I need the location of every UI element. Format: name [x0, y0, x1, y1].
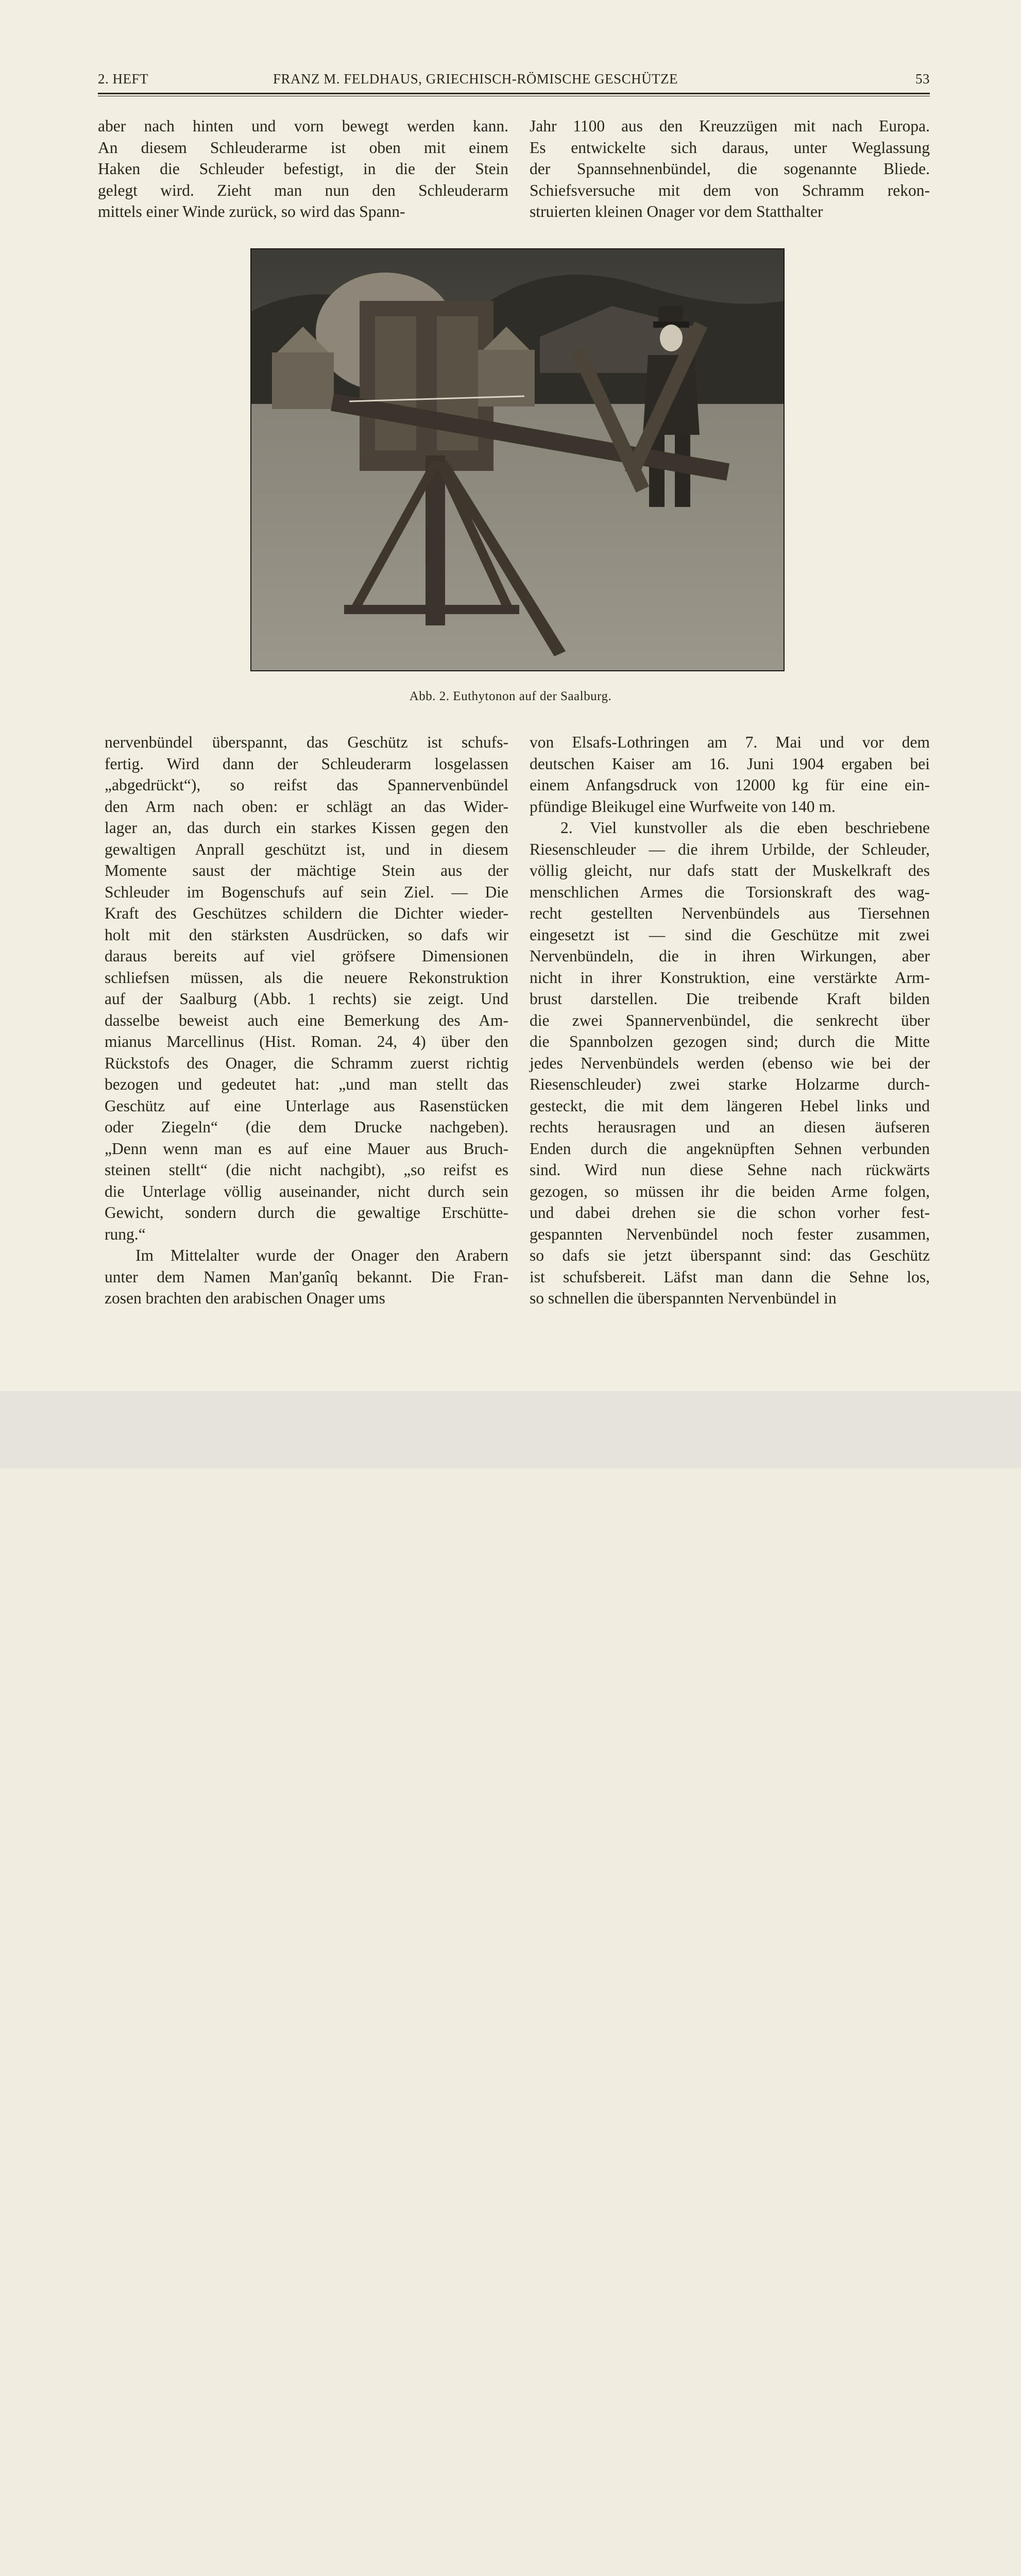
- text-line: Gewicht, sondern durch die gewaltige Erschütte-: [105, 1204, 508, 1222]
- page-number: 53: [915, 71, 930, 87]
- text-column-bottom-right: [530, 732, 930, 1309]
- text-line: von Elsafs-Lothringen am 7. Mai und vor dem: [530, 733, 930, 751]
- text-line: oder Ziegeln“ (die dem Drucke nachgeben).: [105, 1118, 508, 1136]
- text-line: aber nach hinten und vorn bewegt werden kann.: [98, 117, 508, 135]
- text-line: Kraft des Geschützes schildern die Dichter wieder-: [105, 904, 508, 922]
- text-line: struierten kleinen Onager vor dem Statthalter: [530, 202, 823, 221]
- text-line: so dafs sie jetzt überspannt sind: das Geschütz: [530, 1246, 930, 1264]
- text-line: gezogen, so müssen ihr die beiden Arme folgen,: [530, 1182, 930, 1200]
- text-line: Es entwickelte sich daraus, unter Weglassung: [530, 138, 930, 157]
- text-line: 2. Viel kunstvoller als die eben beschriebene: [560, 819, 930, 837]
- text-line: bezogen und gedeutet hat: „und man stellt das: [105, 1075, 508, 1093]
- text-line: Im Mittelalter wurde der Onager den Arabern: [135, 1246, 508, 1264]
- issue-label: 2. HEFT: [98, 71, 148, 87]
- text-line: daraus bereits auf viel gröfsere Dimensionen: [105, 947, 508, 965]
- text-line: Schleuder im Bogenschufs auf sein Ziel. — Die: [105, 883, 508, 901]
- text-line: steinen stellt“ (die nicht nachgibt), „so reifst es: [105, 1161, 508, 1179]
- text-line: brust darstellen. Die treibende Kraft bilden: [530, 990, 930, 1008]
- text-line: fertig. Wird dann der Schleuderarm losgelassen: [105, 754, 508, 773]
- text-line: eingesetzt ist — sind die Geschütze mit zwei: [530, 925, 930, 944]
- text-line: Haken die Schleuder befestigt, in die der Stein: [98, 160, 508, 178]
- text-line: gesteckt, die mit dem längeren Hebel links und: [530, 1096, 930, 1115]
- text-line: so schnellen die überspannten Nervenbündel in: [530, 1289, 837, 1307]
- text-line: die Spannbolzen gezogen sind; durch die Mitte: [530, 1032, 930, 1050]
- text-line: rechts herausragen und an diesen äufseren: [530, 1118, 930, 1136]
- text-line: gelegt wird. Zieht man nun den Schleuderarm: [98, 181, 508, 199]
- text-line: mittels einer Winde zurück, so wird das Spann-: [98, 202, 405, 221]
- text-line: auf der Saalburg (Abb. 1 rechts) sie zeigt. Und: [105, 990, 508, 1008]
- text-line: Riesenschleuder) zwei starke Holzarme durch-: [530, 1075, 930, 1093]
- text-column-bottom-left: [105, 732, 508, 1309]
- text-line: holt mit den stärksten Ausdrücken, so dafs wir: [105, 925, 508, 944]
- text-line: gespannten Nervenbündel noch fester zusammen,: [530, 1225, 930, 1243]
- text-line: An diesem Schleuderarme ist oben mit einem: [98, 138, 508, 157]
- running-header: [98, 71, 930, 92]
- text-line: Momente saust der mächtige Stein aus der: [105, 861, 508, 879]
- text-line: zosen brachten den arabischen Onager ums: [105, 1289, 385, 1307]
- text-line: dasselbe beweist auch eine Bemerkung des Am-: [105, 1011, 508, 1029]
- text-line: Riesenschleuder — die ihrem Urbilde, der Schleuder,: [530, 840, 930, 858]
- text-line: jedes Nervenbündels werden (ebenso wie bei der: [530, 1054, 930, 1072]
- text-line: die Unterlage völlig auseinander, nicht durch sein: [105, 1182, 508, 1200]
- text-line: den Arm nach oben: er schlägt an das Wider-: [105, 797, 508, 816]
- text-line: der Spannsehnenbündel, die sogenannte Bliede.: [530, 160, 930, 178]
- text-line: völlig gleicht, nur dafs statt der Muskelkraft des: [530, 861, 930, 879]
- text-column-top-left: [98, 115, 508, 223]
- text-line: unter dem Namen Man'ganîq bekannt. Die Fran-: [105, 1267, 508, 1286]
- text-line: „abgedrückt“), so reifst das Spannervenbündel: [105, 776, 508, 794]
- text-line: ist schufsbereit. Läfst man dann die Sehne los,: [530, 1267, 930, 1286]
- text-line: „Denn wenn man es auf eine Mauer aus Bruch-: [105, 1139, 508, 1158]
- text-line: Jahr 1100 aus den Kreuzzügen mit nach Europa.: [530, 117, 930, 135]
- text-line: menschlichen Armes die Torsionskraft des wag-: [530, 883, 930, 901]
- photo-illustration: [251, 249, 784, 670]
- text-line: nicht in ihrer Konstruktion, eine verstärkte Arm-: [530, 968, 930, 987]
- text-line: Geschütz auf eine Unterlage aus Rasenstücken: [105, 1096, 508, 1115]
- text-line: deutschen Kaiser am 16. Juni 1904 ergaben bei: [530, 754, 930, 773]
- text-line: Enden durch die angeknüpften Sehnen verbunden: [530, 1139, 930, 1158]
- euthytonon-photograph: [250, 248, 785, 671]
- text-line: Schiefsversuche mit dem von Schramm rekon-: [530, 181, 930, 199]
- text-line: Nervenbündeln, die in ihren Wirkungen, aber: [530, 947, 930, 965]
- text-line: pfündige Bleikugel eine Wurfweite von 140 m.: [530, 797, 836, 816]
- text-line: Rückstofs des Onager, die Schramm zuerst richtig: [105, 1054, 508, 1072]
- text-line: gewaltigen Anprall geschützt ist, und in diesem: [105, 840, 508, 858]
- header-rule: [98, 93, 930, 94]
- text-line: einem Anfangsdruck von 12000 kg für eine ein-: [530, 776, 930, 794]
- text-line: lager an, das durch ein starkes Kissen gegen den: [105, 819, 508, 837]
- text-line: rung.“: [105, 1225, 146, 1243]
- text-line: sind. Wird nun diese Sehne nach rückwärts: [530, 1161, 930, 1179]
- text-line: nervenbündel überspannt, das Geschütz ist schufs-: [105, 733, 508, 751]
- text-line: recht gestellten Nervenbündels aus Tiersehnen: [530, 904, 930, 922]
- running-title: FRANZ M. FELDHAUS, GRIECHISCH-RÖMISCHE GESCHÜTZE: [273, 71, 678, 87]
- figure-caption: Abb. 2. Euthytonon auf der Saalburg.: [409, 689, 612, 703]
- digital-library-footer: [0, 1391, 1021, 1468]
- text-line: schliefsen müssen, als die neuere Rekonstruktion: [105, 968, 508, 987]
- text-line: mianus Marcellinus (Hist. Roman. 24, 4) über den: [105, 1032, 508, 1050]
- text-line: die zwei Spannervenbündel, die senkrecht über: [530, 1011, 930, 1029]
- text-column-top-right: [530, 115, 930, 223]
- text-line: und dabei drehen sie die schon vorher fest-: [530, 1204, 930, 1222]
